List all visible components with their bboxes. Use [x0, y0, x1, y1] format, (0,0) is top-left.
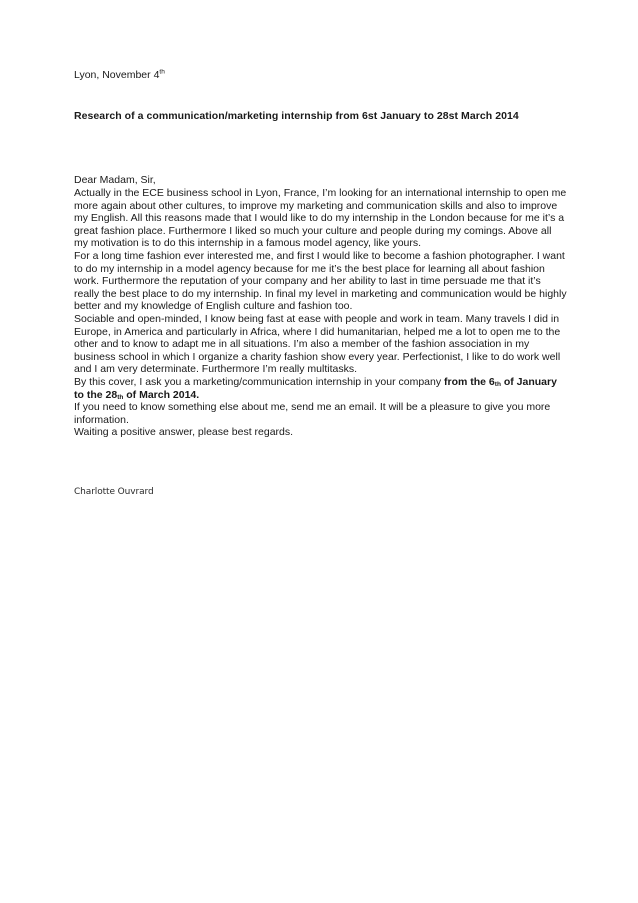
body-paragraph-3: Sociable and open-minded, I know being fast at ease with people and work in team. Many travels I did in Europe, in America and particularly in Africa, where I did humanitarian, helped me a lot to open me to the other and to know to adapt me in all situations. I’m also a member of the fashion association in my business school in which I organize a charity fashion show every year. Perfectionist, I like to do work well and I am very determinate. Furthermore I’m really multitasks. — [74, 312, 561, 376]
closing-paragraph-2: Waiting a positive answer, please best regards. — [74, 426, 294, 439]
date-ordinal-suffix: th — [159, 68, 165, 76]
signature-name: Charlotte Ouvrard — [74, 486, 154, 497]
request-paragraph — [74, 376, 568, 401]
request-bold-part-3: of March 2014. — [123, 388, 200, 401]
date-line — [74, 0, 568, 82]
salutation: Dear Madam, Sir, — [74, 174, 156, 186]
date-line-text: Lyon, November 4 — [74, 69, 160, 81]
body-paragraph-2: For a long time fashion ever interested me, and first I would like to become a fashion photographer. I want to do my internship in a model agency because for me it’s the best place for learning all about fashion work. Furthermore the reputation of your company and her ability to last in time persuade me that it’s really the best place to do my internship. In final my level in marketing and communication would be highly better and my knowledge of English culture and fashion too. — [74, 249, 567, 313]
request-bold-part-1: from the 6 — [444, 375, 495, 388]
request-ordinal-1: th — [494, 380, 501, 388]
subject-line: Research of a communication/marketing internship from 6st January to 28st March 2014 — [74, 110, 519, 122]
letter-content — [74, 0, 568, 498]
closing-paragraph-1: If you need to know something else about me, send me an email. It will be a pleasure to give you more information. — [74, 401, 551, 426]
body-paragraph-1: Actually in the ECE business school in Lyon, France, I’m looking for an international internship to open me more again about other cultures, to improve my marketing and communication skills and also to improve my English. All this reasons made that I would like to do my internship in the London because for me it’s a great fashion place. Furthermore I liked so much your culture and people during my comings. Above all my motivation is to do this internship in a famous model agency, like yours. — [74, 187, 567, 250]
request-lead-text: By this cover, I ask you a marketing/communication internship in your company — [74, 375, 445, 388]
request-ordinal-2: th — [117, 393, 124, 401]
request-bold-part-2: of January to the 28 — [74, 375, 557, 401]
